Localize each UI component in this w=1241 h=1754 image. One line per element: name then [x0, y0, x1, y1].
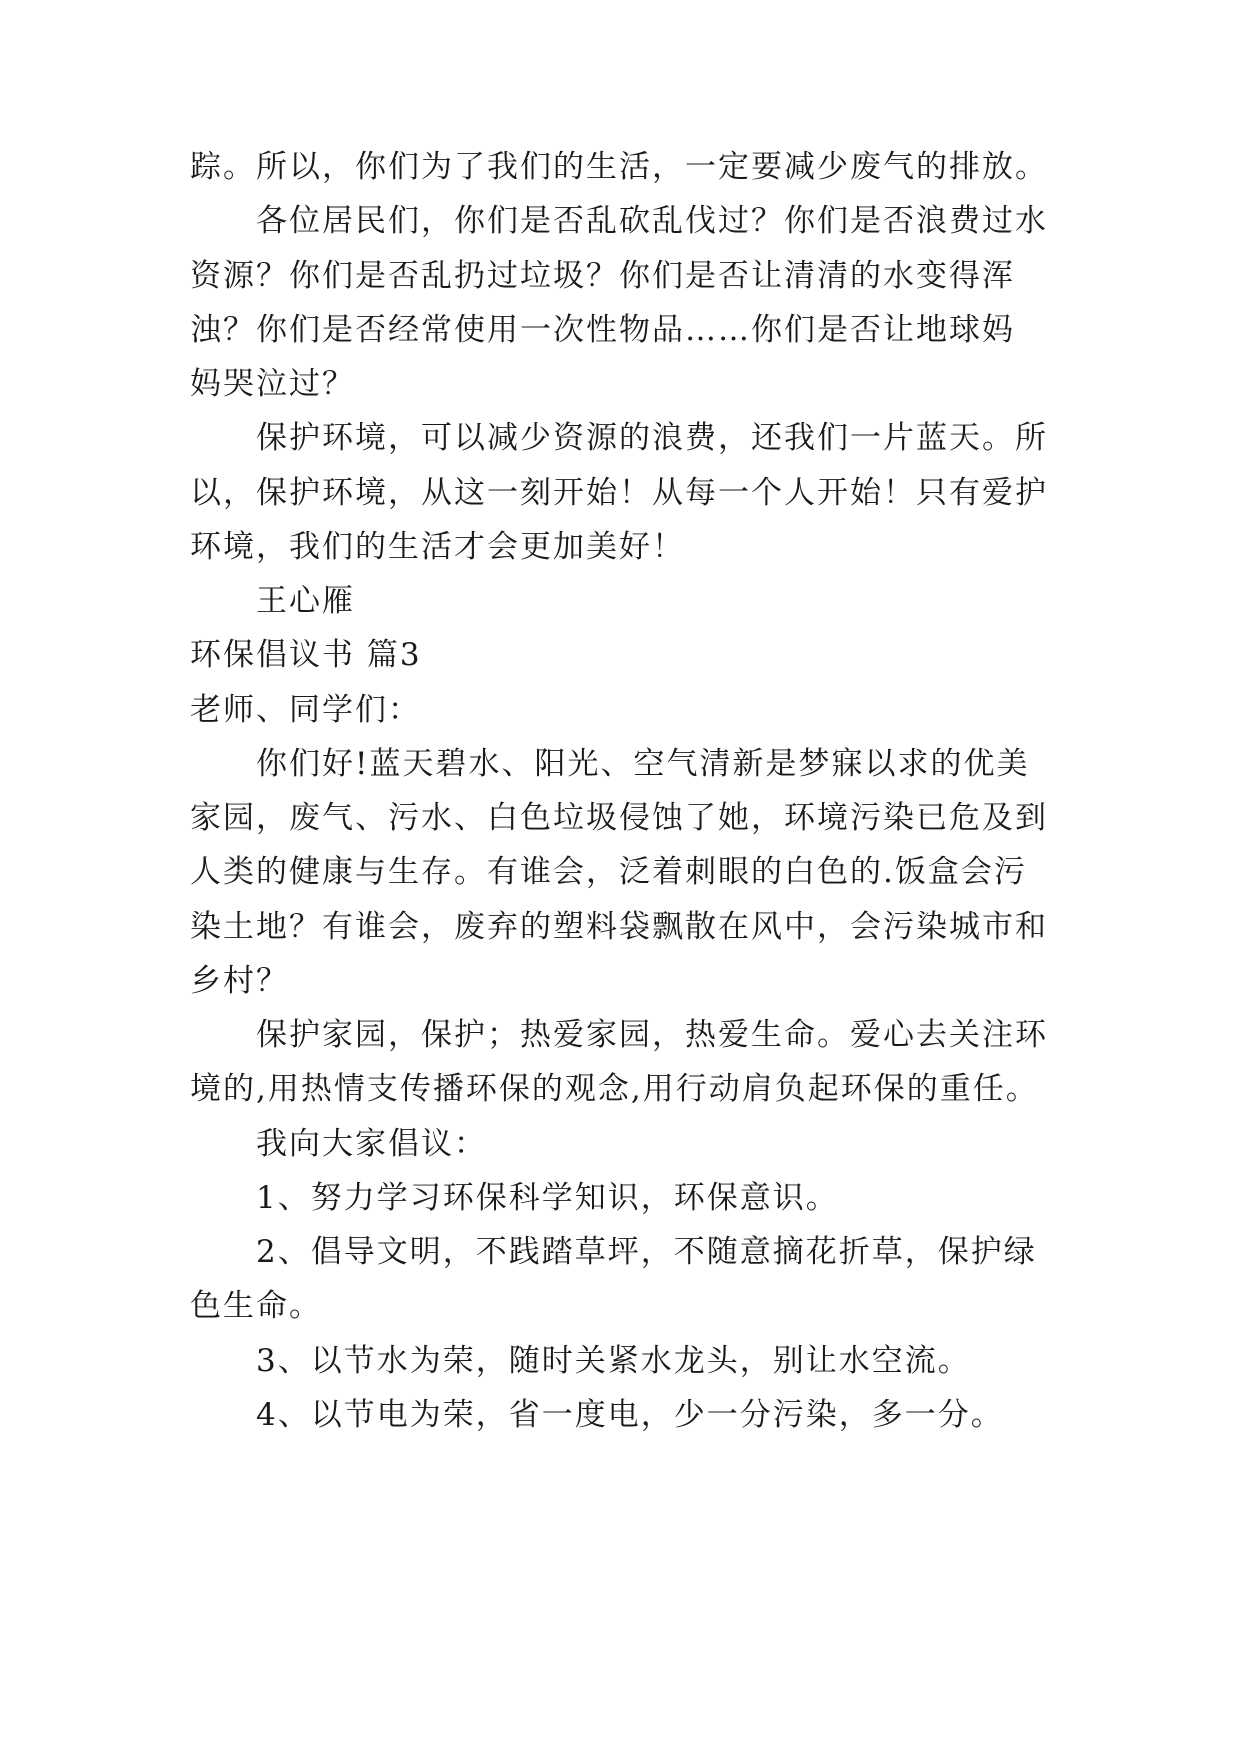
list-item: 4、以节电为荣，省一度电，少一分污染，多一分。 [256, 1397, 1004, 1433]
text-line: 环境，我们的生活才会更加美好！ [190, 529, 685, 565]
paragraph-start: 保护环境，可以减少资源的浪费，还我们一片蓝天。所 [256, 420, 1048, 456]
paragraph-start: 你们好!蓝天碧水、阳光、空气清新是梦寐以求的优美 [256, 746, 1030, 782]
section-heading: 环保倡议书 篇3 [190, 637, 422, 673]
salutation: 老师、同学们： [190, 692, 421, 728]
author-signature: 王心雁 [256, 583, 355, 619]
text-line: 妈哭泣过？ [190, 366, 355, 402]
paragraph-start: 我向大家倡议： [256, 1126, 487, 1162]
list-item: 3、以节水为荣，随时关紧水龙头，别让水空流。 [256, 1343, 971, 1379]
text-line: 染土地？有谁会，废弃的塑料袋飘散在风中，会污染城市和 [190, 909, 1048, 945]
text-line: 以，保护环境，从这一刻开始！从每一个人开始！只有爱护 [190, 475, 1048, 511]
list-item: 2、倡导文明，不践踏草坪，不随意摘花折草，保护绿 [256, 1234, 1037, 1270]
text-line: 乡村？ [190, 963, 289, 999]
list-item: 1、努力学习环保科学知识，环保意识。 [256, 1180, 839, 1216]
paragraph-start: 保护家园，保护；热爱家园，热爱生命。爱心去关注环 [256, 1017, 1048, 1053]
text-line: 色生命。 [190, 1288, 322, 1324]
text-line: 资源？你们是否乱扔过垃圾？你们是否让清清的水变得浑 [190, 258, 1015, 294]
text-line: 踪。所以，你们为了我们的生活，一定要减少废气的排放。 [190, 149, 1048, 185]
text-line: 家园，废气、污水、白色垃圾侵蚀了她，环境污染已危及到 [190, 800, 1048, 836]
paragraph-start: 各位居民们，你们是否乱砍乱伐过？你们是否浪费过水 [256, 203, 1048, 239]
text-line: 境的,用热情支传播环保的观念,用行动肩负起环保的重任。 [190, 1071, 1039, 1107]
text-line: 人类的健康与生存。有谁会，泛着刺眼的白色的.饭盒会污 [190, 854, 1027, 890]
text-line: 浊？你们是否经常使用一次性物品……你们是否让地球妈 [190, 312, 1015, 348]
